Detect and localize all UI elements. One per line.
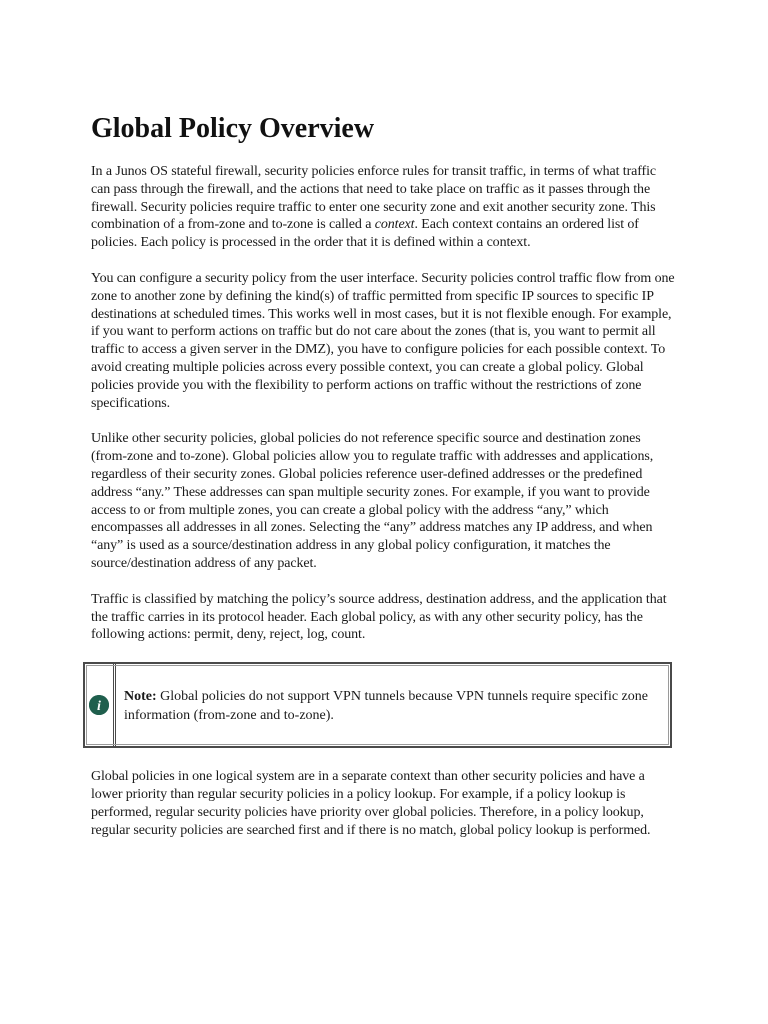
- paragraph-traffic: Traffic is classified by matching the policy’s source address, destination address, and the application that the traffic carries in its protocol header. Each global policy, as with any other security policy, has the following actions: permit, deny, reject, log, count.: [91, 591, 667, 643]
- paragraph-intro-tail: . Each context contains an ordered list of policies. Each policy is processed in the order that it is defined within a context.: [91, 217, 639, 251]
- info-icon: [89, 695, 109, 715]
- paragraph-intro: [91, 163, 676, 252]
- paragraph-intro-text: In a Junos OS stateful firewall, security policies enforce rules for transit traffic, in terms of what traffic can pass through the firewall, and the actions that need to take place on traffic as it passes through the firewall. Security policies require traffic to enter one security zone and exit another security zone. This combination of a from-zone and to-zone is called a: [91, 164, 657, 233]
- info-icon-letter: i: [97, 699, 101, 715]
- note-body: Global policies do not support VPN tunnels because VPN tunnels require specific zone information (from-zone and to-zone).: [124, 689, 648, 723]
- info-icon-glyph: [89, 695, 109, 715]
- note-icon-cell: [85, 664, 116, 746]
- page-title: Global Policy Overview: [91, 113, 375, 144]
- document-page: [91, 112, 676, 857]
- note-box: [83, 662, 672, 748]
- paragraph-unlike: Unlike other security policies, global policies do not reference specific source and destination zones (from-zone and to-zone). Global policies allow you to regulate traffic with addresses and applications, regardless of their security zones. Global policies reference user-defined addresses or the predefined address “any.” These addresses can span multiple security zones. For example, if you want to provide access to or from multiple zones, you can create a global policy with the address “any,” which encompasses all addresses in all zones. Selecting the “any” address matches any IP address, and when “any” is used as a source/destination address in any global policy configuration, it matches the source/destination address of any packet.: [91, 431, 654, 571]
- paragraph-logical-system: Global policies in one logical system are in a separate context than other security policies and have a lower priority than regular security policies in a policy lookup. For example, if a policy lookup is performed, regular security policies have priority over global policies. Therefore, in a policy lookup, regular security policies are searched first and if there is no match, global policy lookup is performed.: [91, 769, 651, 838]
- context-term: context: [374, 217, 415, 233]
- paragraph-configure: You can configure a security policy from the user interface. Security policies control traffic flow from one zone to another zone by defining the kind(s) of traffic permitted from specific IP sources to specific IP destinations at scheduled times. This works well in most cases, but it is not flexible enough. For example, if you want to perform actions on traffic but do not care about the zones (that is, you want to permit all traffic to access a given server in the DMZ), you have to configure policies for each possible context. To avoid creating multiple policies across every possible context, you can create a global policy. Global policies provide you with the flexibility to perform actions on traffic without the restrictions of zone specifications.: [91, 270, 675, 411]
- note-label: Note:: [124, 689, 157, 705]
- note-text: [116, 664, 670, 746]
